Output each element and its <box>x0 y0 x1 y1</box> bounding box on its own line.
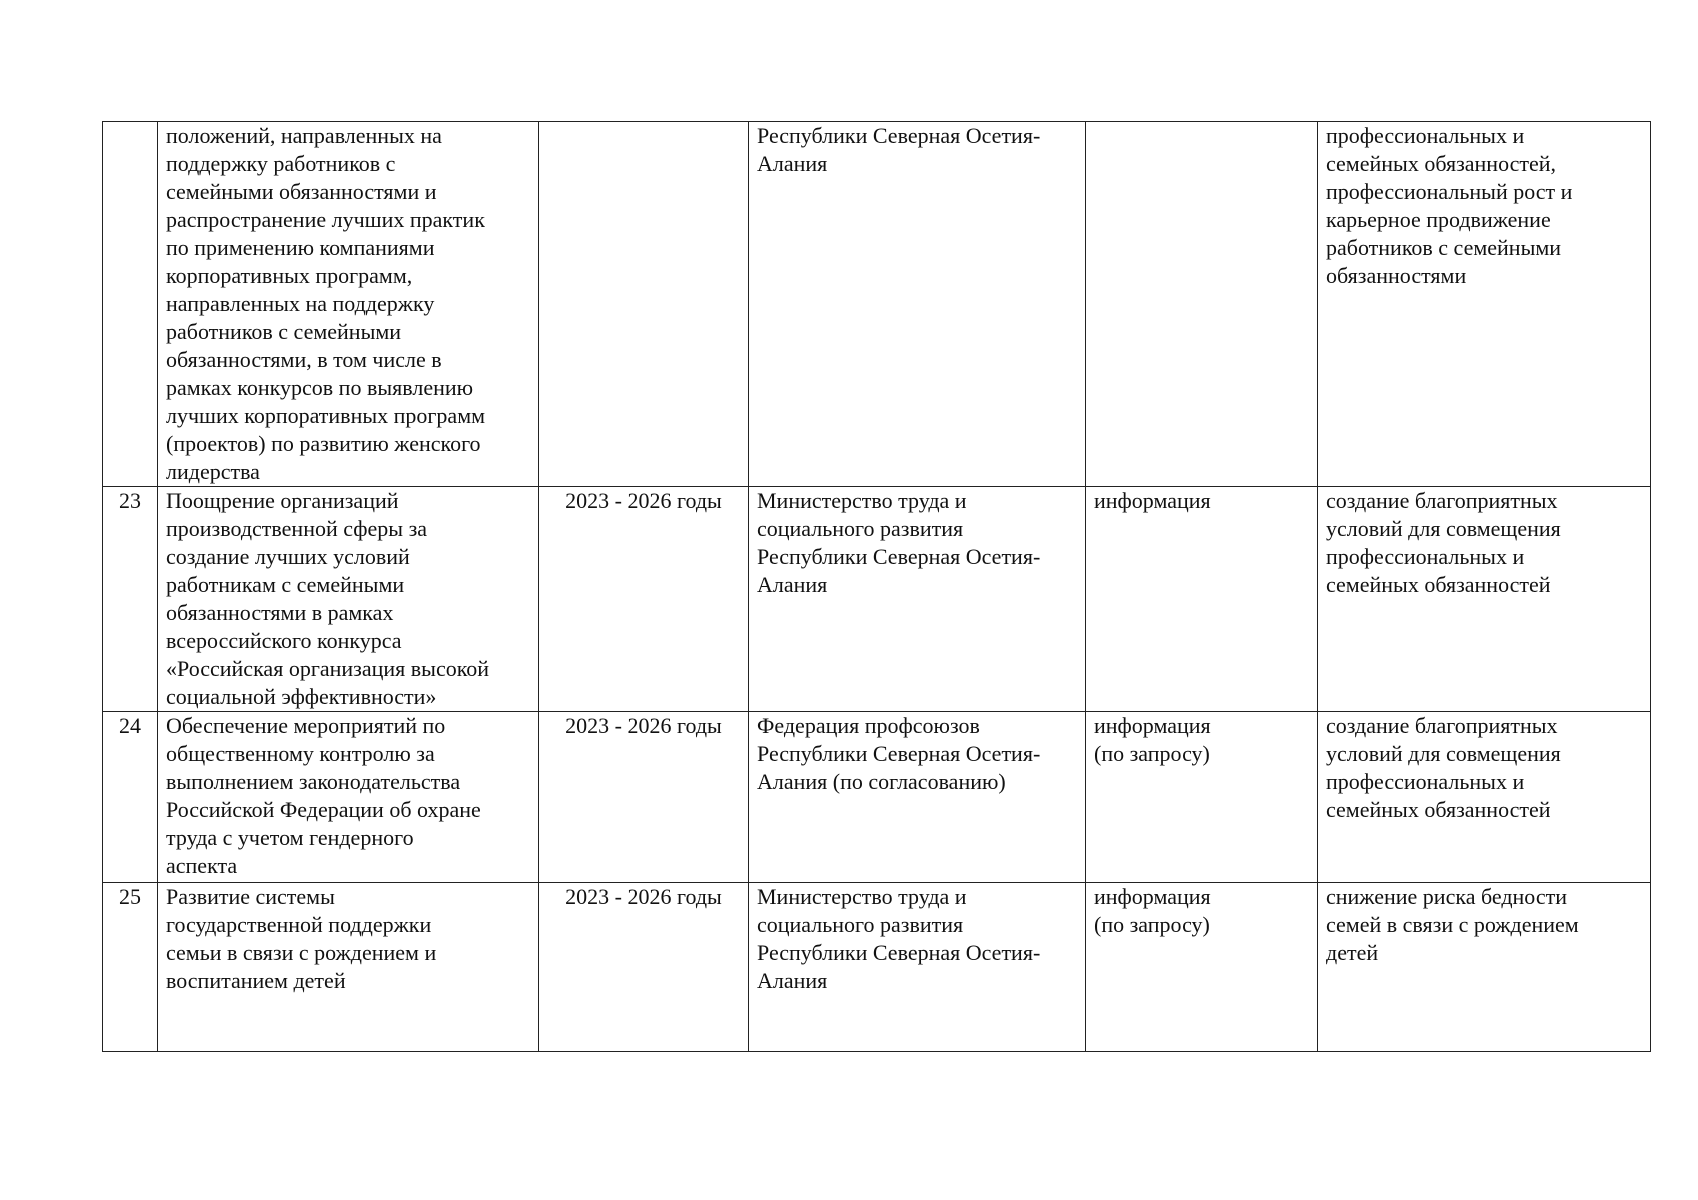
cell-executor: Республики Северная Осетия- Алания <box>749 122 1086 487</box>
cell-executor: Министерство труда и социального развития Республики Северная Осетия- Алания <box>749 883 1086 1052</box>
cell-result: создание благоприятных условий для совмещения профессиональных и семейных обязанностей <box>1318 712 1651 883</box>
cell-period: 2023 - 2026 годы <box>539 487 749 712</box>
cell-result: снижение риска бедности семей в связи с рождением детей <box>1318 883 1651 1052</box>
cell-event: Поощрение организаций производственной сферы за создание лучших условий работникам с семейными обязанностями в рамках всероссийского конкурса «Российская организация высокой социальной эффективности» <box>158 487 539 712</box>
cell-report <box>1086 122 1318 487</box>
cell-event: Развитие системы государственной поддержки семьи в связи с рождением и воспитанием детей <box>158 883 539 1052</box>
cell-report: информация (по запросу) <box>1086 712 1318 883</box>
cell-period <box>539 122 749 487</box>
cell-number: 23 <box>103 487 158 712</box>
cell-number: 24 <box>103 712 158 883</box>
table-row <box>103 487 1651 712</box>
cell-result: создание благоприятных условий для совмещения профессиональных и семейных обязанностей <box>1318 487 1651 712</box>
cell-executor: Министерство труда и социального развития Республики Северная Осетия- Алания <box>749 487 1086 712</box>
cell-event: положений, направленных на поддержку работников с семейными обязанностями и распространение лучших практик по применению компаниями корпоративных программ, направленных на поддержку работников с семейными обязанностями, в том числе в рамках конкурсов по выявлению лучших корпоративных программ (проектов) по развитию женского лидерства <box>158 122 539 487</box>
table-row <box>103 883 1651 1052</box>
cell-result: профессиональных и семейных обязанностей, профессиональный рост и карьерное продвижение работников с семейными обязанностями <box>1318 122 1651 487</box>
cell-period: 2023 - 2026 годы <box>539 712 749 883</box>
cell-number <box>103 122 158 487</box>
cell-number: 25 <box>103 883 158 1052</box>
cell-period: 2023 - 2026 годы <box>539 883 749 1052</box>
cell-event: Обеспечение мероприятий по общественному контролю за выполнением законодательства Российской Федерации об охране труда с учетом гендерного аспекта <box>158 712 539 883</box>
table-row <box>103 712 1651 883</box>
measures-table <box>102 121 1651 1052</box>
cell-report: информация (по запросу) <box>1086 883 1318 1052</box>
table-body <box>103 122 1651 1052</box>
cell-report: информация <box>1086 487 1318 712</box>
table-row <box>103 122 1651 487</box>
cell-executor: Федерация профсоюзов Республики Северная Осетия- Алания (по согласованию) <box>749 712 1086 883</box>
